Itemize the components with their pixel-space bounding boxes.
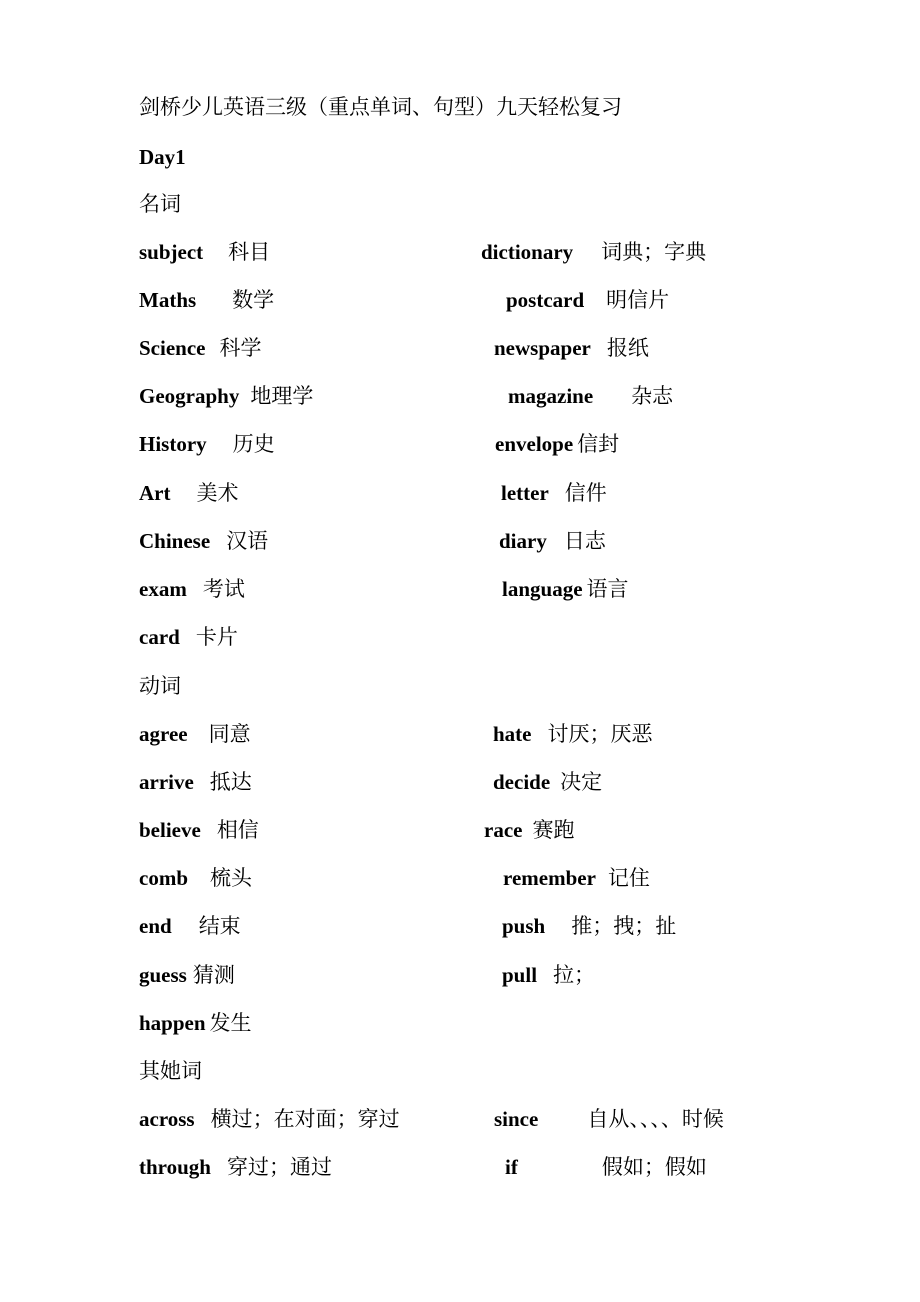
vocab-meaning: 历史 [232, 432, 275, 456]
vocab-meaning: 科目 [228, 240, 271, 264]
vocab-meaning: 穿过；通过 [226, 1155, 332, 1179]
vocab-entry [502, 961, 595, 989]
vocab-word: Science [139, 336, 206, 360]
vocab-word: card [139, 625, 180, 649]
vocab-word: if [505, 1155, 518, 1179]
vocab-word: comb [139, 866, 188, 890]
vocab-meaning: 信封 [577, 432, 620, 456]
vocab-word: since [494, 1107, 539, 1131]
vocab-entry [139, 1105, 400, 1133]
section-heading-others: 其她词 [139, 1059, 202, 1083]
vocab-meaning: 语言 [586, 577, 629, 601]
vocab-word: Chinese [139, 529, 211, 553]
vocab-entry [139, 430, 275, 458]
vocab-word: subject [139, 240, 204, 264]
vocab-word: History [139, 432, 207, 456]
vocab-word: exam [139, 577, 187, 601]
vocab-meaning: 报纸 [606, 336, 649, 360]
vocab-meaning: 卡片 [195, 625, 238, 649]
vocab-entry [502, 912, 676, 940]
document-title: 剑桥少儿英语三级（重点单词、句型）九天轻松复习 [139, 95, 622, 119]
vocab-meaning: 美术 [196, 481, 239, 505]
vocab-meaning: 地理学 [250, 384, 314, 408]
vocab-entry [139, 575, 245, 603]
vocab-word: language [502, 577, 583, 601]
vocab-word: agree [139, 722, 188, 746]
vocab-entry [139, 238, 270, 266]
vocab-word: hate [493, 722, 532, 746]
vocab-entry [493, 720, 653, 748]
vocab-word: Maths [139, 288, 197, 312]
vocab-entry [139, 1153, 332, 1181]
vocab-word: across [139, 1107, 195, 1131]
section-heading-verbs: 动词 [139, 674, 181, 698]
vocab-meaning: 科学 [219, 336, 262, 360]
vocab-meaning: 猜测 [192, 963, 235, 987]
vocab-word: guess [139, 963, 187, 987]
vocab-word: newspaper [494, 336, 591, 360]
section-heading-nouns: 名词 [139, 192, 181, 216]
vocab-word: through [139, 1155, 211, 1179]
vocab-word: arrive [139, 770, 194, 794]
vocab-meaning: 汉语 [226, 529, 269, 553]
vocab-meaning: 数学 [232, 288, 275, 312]
vocab-word: pull [502, 963, 538, 987]
vocab-meaning: 杂志 [631, 384, 674, 408]
vocab-word: Art [139, 481, 171, 505]
vocab-meaning: 推；拽；扯 [571, 914, 677, 938]
vocab-meaning: 赛跑 [532, 818, 575, 842]
vocab-meaning: 横过；在对面；穿过 [210, 1107, 400, 1131]
vocab-entry [494, 1105, 724, 1133]
vocab-meaning: 自从、、、、时候 [587, 1107, 724, 1131]
vocab-entry [499, 527, 606, 555]
vocab-entry [139, 479, 238, 507]
vocab-entry [484, 816, 574, 844]
vocab-word: remember [503, 866, 596, 890]
vocab-word: letter [501, 481, 549, 505]
vocab-word: diary [499, 529, 547, 553]
vocab-entry [139, 334, 261, 362]
vocab-meaning: 抵达 [209, 770, 252, 794]
vocab-entry [506, 286, 669, 314]
vocab-word: Geography [139, 384, 240, 408]
vocab-meaning: 假如；假如 [601, 1155, 707, 1179]
vocab-entry [139, 720, 251, 748]
vocab-entry [139, 816, 259, 844]
vocab-word: decide [493, 770, 551, 794]
vocab-entry [139, 527, 268, 555]
vocab-entry [502, 575, 629, 603]
vocab-entry [139, 382, 313, 410]
vocab-word: envelope [495, 432, 574, 456]
vocab-entry [139, 768, 252, 796]
vocab-meaning: 日志 [563, 529, 606, 553]
vocab-meaning: 考试 [202, 577, 245, 601]
vocab-entry [508, 382, 673, 410]
vocab-entry [481, 238, 706, 266]
vocab-entry [501, 479, 607, 507]
vocab-meaning: 结束 [198, 914, 241, 938]
vocab-word: believe [139, 818, 201, 842]
vocab-entry [503, 864, 650, 892]
vocab-entry [139, 912, 241, 940]
vocab-meaning: 梳头 [210, 866, 252, 890]
vocab-entry [139, 961, 235, 989]
vocab-meaning: 讨厌；厌恶 [547, 722, 653, 746]
vocab-meaning: 明信片 [606, 288, 670, 312]
vocab-meaning: 决定 [560, 770, 603, 794]
vocab-word: push [502, 914, 546, 938]
vocab-entry [493, 768, 602, 796]
vocab-meaning: 相信 [216, 818, 259, 842]
vocab-entry [139, 1009, 252, 1037]
vocab-entry [505, 1153, 707, 1181]
vocab-meaning: 发生 [209, 1011, 252, 1035]
vocab-word: happen [139, 1011, 206, 1035]
day-heading: Day1 [139, 145, 186, 169]
vocab-entry [495, 430, 619, 458]
vocab-meaning: 记住 [607, 866, 650, 890]
vocab-meaning: 同意 [208, 722, 251, 746]
vocab-meaning: 信件 [564, 481, 607, 505]
vocab-meaning: 词典；字典 [601, 240, 707, 264]
vocab-meaning: 拉； [553, 963, 596, 987]
vocab-word: race [484, 818, 523, 842]
vocab-entry [139, 864, 252, 892]
vocab-entry [139, 286, 274, 314]
vocab-word: end [139, 914, 172, 938]
vocab-word: postcard [506, 288, 585, 312]
vocab-entry [494, 334, 649, 362]
vocab-entry [139, 623, 238, 651]
vocab-word: dictionary [481, 240, 574, 264]
vocab-word: magazine [508, 384, 594, 408]
